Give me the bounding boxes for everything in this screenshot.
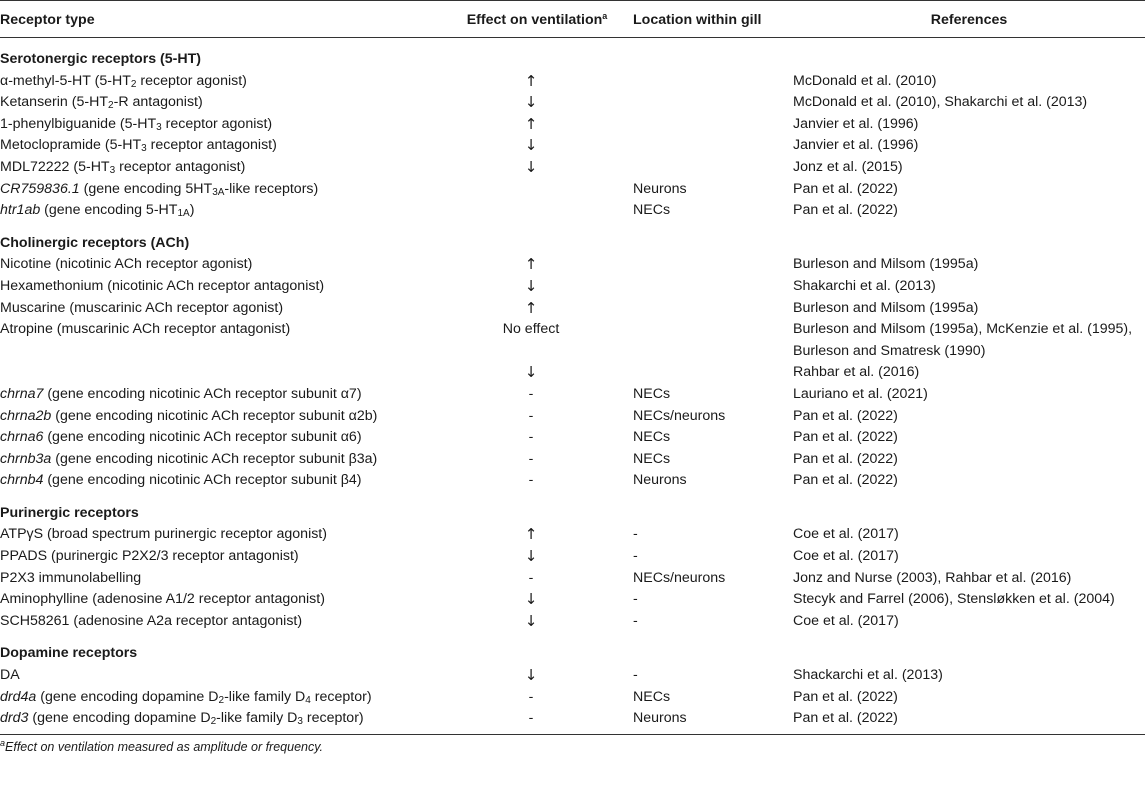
receptor-sub: 2 — [130, 78, 137, 90]
gene-name: chrna6 — [0, 429, 44, 446]
effect-down-arrow: ↓ — [524, 276, 538, 295]
table-row — [0, 92, 1145, 114]
table-row — [0, 276, 1145, 298]
reference-cell: Coe et al. (2017) — [793, 612, 899, 629]
header-location: Location within gill — [633, 12, 762, 28]
receptor-cell — [0, 92, 203, 114]
gene-name: chrnb3a — [0, 450, 52, 467]
section-title-purinergic — [0, 503, 1145, 525]
receptor-text: (gene encoding nicotinic ACh receptor subunit α6) — [43, 429, 362, 446]
reference-cell: Coe et al. (2017) — [793, 526, 899, 543]
receptor-sub: 1A — [177, 208, 190, 220]
receptor-sub: 3 — [297, 716, 303, 728]
receptor-text: (gene encoding 5-HT — [40, 202, 178, 219]
receptor-text: receptor agonist) — [161, 115, 273, 132]
table-footnote — [0, 735, 1145, 755]
receptor-cell — [0, 384, 362, 406]
footnote-text: Effect on ventilation measured as amplitude or frequency. — [5, 739, 324, 754]
table-row — [0, 568, 1145, 590]
effect-up-arrow: ↑ — [524, 298, 538, 317]
receptor-text: (gene encoding nicotinic ACh receptor subunit β4) — [43, 472, 362, 489]
location-cell: NECs — [633, 450, 671, 467]
receptor-text: receptor) — [310, 688, 372, 705]
receptor-text: -R antagonist) — [113, 94, 203, 111]
reference-cell: Burleson and Milsom (1995a) — [793, 299, 979, 316]
table-row — [0, 384, 1145, 406]
location-cell: - — [633, 591, 638, 608]
receptor-text: (gene encoding dopamine D — [28, 710, 211, 727]
table-row — [0, 71, 1145, 93]
receptor-text: (gene encoding 5HT — [79, 180, 213, 197]
table-row — [0, 298, 1145, 320]
receptor-cell — [0, 406, 377, 428]
header-references: References — [930, 12, 1008, 28]
receptor-cell — [0, 114, 272, 136]
reference-cell: Pan et al. (2022) — [793, 710, 898, 727]
gene-name: htr1ab — [0, 202, 41, 219]
location-cell: NECs — [633, 429, 671, 446]
table-row-continued — [0, 362, 1145, 384]
table-row — [0, 687, 1145, 709]
table-row — [0, 708, 1145, 730]
reference-cell: Pan et al. (2022) — [793, 407, 898, 424]
header-effect-sup: a — [602, 11, 608, 21]
section-label: Serotonergic receptors (5-HT) — [0, 51, 202, 67]
effect-text: No effect — [502, 321, 560, 338]
reference-cell: Burleson and Milsom (1995a), McKenzie et al. (1995), — [793, 321, 1133, 338]
receptor-text: α-methyl-5-HT (5-HT — [0, 72, 131, 89]
receptor-cell: Hexamethonium (nicotinic ACh receptor antagonist) — [0, 277, 325, 294]
table-row — [0, 200, 1145, 222]
receptor-sub: 2 — [210, 716, 217, 728]
receptor-text: receptor antagonist) — [146, 137, 277, 154]
location-cell: NECs — [633, 385, 671, 402]
header-effect-label: Effect on ventilation — [466, 12, 603, 28]
location-cell: - — [633, 548, 638, 565]
reference-cell: Janvier et al. (1996) — [793, 137, 919, 154]
reference-cell: Burleson and Milsom (1995a) — [793, 256, 979, 273]
reference-cell: Shakarchi et al. (2013) — [793, 277, 936, 294]
receptor-cell — [0, 179, 318, 201]
gene-name: chrnb4 — [0, 472, 44, 489]
receptor-sub: 2 — [218, 694, 225, 706]
table-row — [0, 589, 1145, 611]
reference-cell: Jonz et al. (2015) — [793, 158, 903, 175]
receptor-cell: Nicotine (nicotinic ACh receptor agonist) — [0, 256, 253, 273]
table-row — [0, 427, 1145, 449]
table-row — [0, 546, 1145, 568]
table-row-continued — [0, 341, 1145, 363]
receptor-text: receptor agonist) — [136, 72, 247, 89]
reference-cell: Shackarchi et al. (2013) — [793, 667, 943, 684]
receptor-text: (gene encoding nicotinic ACh receptor subunit α2b) — [51, 407, 378, 424]
gene-name: chrna7 — [0, 385, 44, 402]
receptor-text: (gene encoding nicotinic ACh receptor subunit β3a) — [51, 450, 378, 467]
receptor-cell — [0, 470, 362, 492]
receptor-text: -like family D — [224, 688, 306, 705]
gene-name: drd4a — [0, 688, 37, 705]
receptor-cell: PPADS (purinergic P2X2/3 receptor antagonist) — [0, 548, 299, 565]
receptor-cell: Muscarine (muscarinic ACh receptor agonist) — [0, 299, 284, 316]
receptor-sub: 3 — [141, 143, 147, 155]
footnote-sup: a — [0, 737, 6, 748]
effect-up-arrow: ↑ — [524, 114, 538, 133]
receptor-text: receptor antagonist) — [115, 158, 246, 175]
receptor-sub: 3A — [212, 186, 225, 198]
receptor-cell — [0, 708, 364, 730]
reference-cell: McDonald et al. (2010), Shakarchi et al. (2013) — [793, 94, 1088, 111]
receptor-text: receptor) — [302, 710, 364, 727]
receptor-cell — [0, 71, 247, 93]
table-row — [0, 319, 1145, 341]
effect-down-arrow: ↓ — [524, 157, 538, 176]
effect-down-arrow: ↓ — [524, 611, 538, 630]
reference-cell: McDonald et al. (2010) — [793, 72, 937, 89]
location-cell: Neurons — [633, 180, 687, 197]
receptor-cell: ATPγS (broad spectrum purinergic receptor agonist) — [0, 526, 327, 543]
receptor-text: (gene encoding dopamine D — [36, 688, 219, 705]
reference-cell: Rahbar et al. (2016) — [793, 364, 920, 381]
receptor-text: Metoclopramide (5-HT — [0, 137, 142, 154]
location-cell: Neurons — [633, 710, 687, 727]
table-row — [0, 406, 1145, 428]
table-row — [0, 179, 1145, 201]
table-row — [0, 524, 1145, 546]
header-effect — [452, 1, 622, 39]
receptor-cell: SCH58261 (adenosine A2a receptor antagonist) — [0, 612, 303, 629]
reference-cell: Pan et al. (2022) — [793, 450, 898, 467]
reference-cell: Coe et al. (2017) — [793, 548, 899, 565]
location-cell: NECs/neurons — [633, 569, 726, 586]
effect-down-arrow: ↓ — [524, 93, 538, 112]
effect-dash: - — [528, 429, 534, 446]
reference-cell: Pan et al. (2022) — [793, 688, 898, 705]
reference-cell: Jonz and Nurse (2003), Rahbar et al. (2016) — [793, 569, 1072, 586]
section-title-cholinergic — [0, 233, 1145, 255]
receptor-cell — [0, 687, 372, 709]
receptor-sub: 4 — [305, 694, 311, 706]
effect-down-arrow: ↓ — [524, 547, 538, 566]
header-receptor-type: Receptor type — [0, 12, 95, 28]
table-row — [0, 449, 1145, 471]
table-row — [0, 611, 1145, 633]
receptor-text: (gene encoding nicotinic ACh receptor subunit α7) — [43, 385, 362, 402]
location-cell: NECs — [633, 202, 671, 219]
location-cell: Neurons — [633, 472, 687, 489]
receptor-cell: P2X3 immunolabelling — [0, 569, 142, 586]
receptor-cell: Aminophylline (adenosine A1/2 receptor antagonist) — [0, 591, 325, 608]
effect-dash: - — [528, 569, 534, 586]
receptor-sub: 3 — [109, 164, 116, 176]
effect-down-arrow: ↓ — [524, 590, 538, 609]
table-row — [0, 157, 1145, 179]
table-header — [0, 0, 1145, 38]
gene-name: chrna2b — [0, 407, 52, 424]
effect-up-arrow: ↑ — [524, 255, 538, 274]
location-cell: - — [633, 526, 638, 543]
effect-dash: - — [528, 688, 534, 705]
reference-cell: Lauriano et al. (2021) — [793, 385, 928, 402]
table-row — [0, 470, 1145, 492]
receptor-cell — [0, 157, 245, 179]
effect-dash: - — [528, 710, 534, 727]
section-label: Purinergic receptors — [0, 504, 139, 521]
gene-name: drd3 — [0, 710, 29, 727]
receptor-sub: 2 — [108, 100, 114, 112]
location-cell: NECs/neurons — [633, 407, 726, 424]
reference-cell: Pan et al. (2022) — [793, 202, 898, 219]
effect-down-arrow: ↓ — [524, 666, 538, 685]
effect-dash: - — [528, 472, 534, 489]
reference-cell: Janvier et al. (1996) — [793, 115, 919, 132]
effect-dash: - — [528, 450, 534, 467]
effect-down-arrow: ↓ — [524, 136, 538, 155]
section-label: Cholinergic receptors (ACh) — [0, 234, 190, 251]
receptor-cell: Atropine (muscarinic ACh receptor antagonist) — [0, 321, 291, 338]
receptor-sub: 3 — [156, 121, 162, 133]
receptor-cell — [0, 449, 377, 471]
receptor-cell — [0, 135, 277, 157]
receptor-text: -like receptors) — [224, 180, 319, 197]
reference-cell: Pan et al. (2022) — [793, 429, 898, 446]
location-cell: - — [633, 667, 638, 684]
receptor-cell: DA — [0, 667, 20, 684]
reference-cell: Burleson and Smatresk (1990) — [793, 342, 986, 359]
effect-up-arrow: ↑ — [524, 71, 538, 90]
receptor-text: Ketanserin (5-HT — [0, 94, 109, 111]
receptor-cell — [0, 427, 362, 449]
reference-cell: Pan et al. (2022) — [793, 472, 898, 489]
section-title-serotonergic — [0, 49, 1145, 71]
receptor-text: MDL72222 (5-HT — [0, 158, 110, 175]
location-cell: NECs — [633, 688, 671, 705]
section-label: Dopamine receptors — [0, 645, 138, 662]
table-row — [0, 135, 1145, 157]
receptor-text: ) — [189, 202, 195, 219]
table-row — [0, 254, 1145, 276]
effect-down-arrow: ↓ — [524, 363, 538, 382]
effect-up-arrow: ↑ — [524, 525, 538, 544]
effect-dash: - — [528, 385, 534, 402]
gene-name: CR759836.1 — [0, 180, 80, 197]
reference-cell: Stecyk and Farrel (2006), Stensløkken et al. (2004) — [793, 591, 1115, 608]
location-cell: - — [633, 612, 638, 629]
receptor-text: 1-phenylbiguanide (5-HT — [0, 115, 157, 132]
table-row — [0, 665, 1145, 687]
section-title-dopamine — [0, 643, 1145, 665]
effect-dash: - — [528, 407, 534, 424]
receptor-cell — [0, 200, 194, 222]
reference-cell: Pan et al. (2022) — [793, 180, 898, 197]
table-row — [0, 114, 1145, 136]
receptor-text: -like family D — [216, 710, 298, 727]
